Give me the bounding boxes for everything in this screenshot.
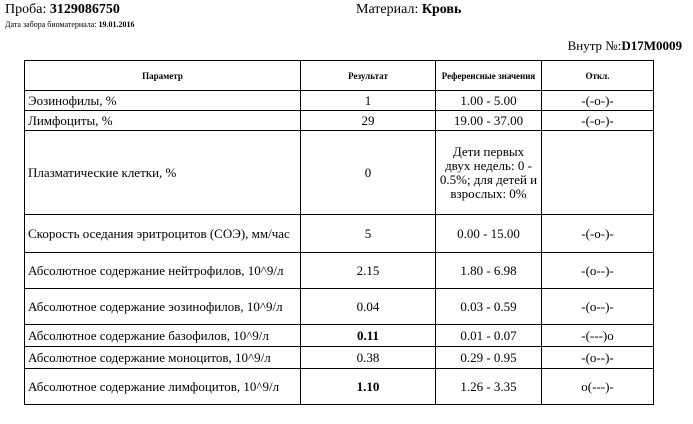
row-reference: 0.29 - 0.95 (436, 347, 542, 369)
row-deviation: -(о--)- (542, 347, 654, 369)
row-deviation (542, 131, 654, 215)
row-param: Абсолютное содержание нейтрофилов, 10^9/л (25, 253, 301, 289)
probe-line (5, 2, 120, 18)
table-row (25, 111, 654, 131)
table-row (25, 289, 654, 325)
row-reference: 19.00 - 37.00 (436, 111, 542, 131)
row-deviation: -(-о-)- (542, 91, 654, 111)
row-result: 0.38 (301, 347, 436, 369)
row-deviation: -(-о-)- (542, 215, 654, 253)
row-param: Скорость оседания эритроцитов (СОЭ), мм/час (25, 215, 301, 253)
row-deviation: -(-о-)- (542, 111, 654, 131)
row-result: 0.04 (301, 289, 436, 325)
row-reference: 1.00 - 5.00 (436, 91, 542, 111)
row-deviation: -(---)о (542, 325, 654, 347)
table-header-row (25, 61, 654, 91)
internal-label: Внутр №: (567, 38, 622, 53)
row-deviation: -(о--)- (542, 289, 654, 325)
row-reference: 0.01 - 0.07 (436, 325, 542, 347)
header-deviation: Откл. (542, 61, 654, 91)
table-row (25, 253, 654, 289)
row-result: 1.10 (301, 369, 436, 405)
row-reference: 1.80 - 6.98 (436, 253, 542, 289)
date-value: 19.01.2016 (98, 20, 135, 29)
results-table (24, 60, 654, 405)
row-result: 1 (301, 91, 436, 111)
table-row (25, 91, 654, 111)
internal-number-line (568, 38, 682, 54)
row-param: Абсолютное содержание эозинофилов, 10^9/л (25, 289, 301, 325)
row-param: Абсолютное содержание лимфоцитов, 10^9/л (25, 369, 301, 405)
row-param: Абсолютное содержание базофилов, 10^9/л (25, 325, 301, 347)
row-reference: Дети первых двух недель: 0 - 0.5%; для детей и взрослых: 0% (436, 131, 542, 215)
row-reference: 0.00 - 15.00 (436, 215, 542, 253)
header-result: Результат (301, 61, 436, 91)
table-row (25, 369, 654, 405)
material-label: Материал: (356, 2, 419, 17)
table-row (25, 131, 654, 215)
row-result: 29 (301, 111, 436, 131)
probe-value: 3129086750 (49, 2, 120, 17)
row-reference: 0.03 - 0.59 (436, 289, 542, 325)
row-result: 0.11 (301, 325, 436, 347)
row-reference: 1.26 - 3.35 (436, 369, 542, 405)
date-label: Дата забора биоматериала: (5, 20, 97, 29)
row-param: Лимфоциты, % (25, 111, 301, 131)
material-value: Кровь (421, 2, 462, 17)
material-line (356, 2, 461, 18)
internal-value: D17M0009 (621, 38, 682, 53)
probe-label: Проба: (5, 2, 47, 17)
table-row (25, 325, 654, 347)
header-param: Параметр (25, 61, 301, 91)
row-deviation: -(о--)- (542, 253, 654, 289)
table-row (25, 215, 654, 253)
row-result: 2.15 (301, 253, 436, 289)
row-deviation: о(---)- (542, 369, 654, 405)
header-reference: Референсные значения (436, 61, 542, 91)
row-param: Эозинофилы, % (25, 91, 301, 111)
row-param: Абсолютное содержание моноцитов, 10^9/л (25, 347, 301, 369)
row-result: 0 (301, 131, 436, 215)
collection-date-line (5, 20, 135, 29)
row-param: Плазматические клетки, % (25, 131, 301, 215)
table-row (25, 347, 654, 369)
row-result: 5 (301, 215, 436, 253)
